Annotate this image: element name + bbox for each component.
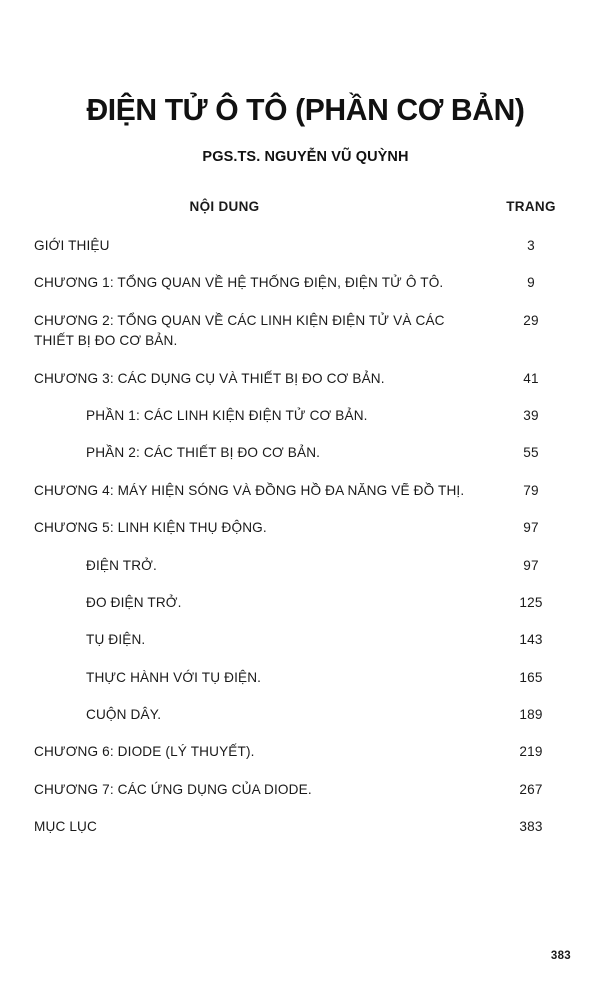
toc-entry-page: 97 xyxy=(523,557,539,573)
toc-entry-page: 3 xyxy=(527,238,535,253)
toc-entry-label: GIỚI THIỆU xyxy=(34,238,110,253)
toc-entry-label: TỤ ĐIỆN. xyxy=(86,632,146,648)
toc-entry[interactable] xyxy=(34,406,577,426)
toc-entry-label: MỤC LỤC xyxy=(34,819,97,835)
toc-entry-page: 219 xyxy=(519,744,543,760)
toc-entry-page: 143 xyxy=(519,632,543,648)
toc-entry-page: 165 xyxy=(519,669,543,685)
toc-entry-page: 39 xyxy=(523,407,539,423)
toc-entry-label: CHƯƠNG 6: DIODE (LÝ THUYẾT). xyxy=(34,744,255,760)
toc-entry-label: CHƯƠNG 5: LINH KIỆN THỤ ĐỘNG. xyxy=(34,520,267,536)
toc-entry-page: 383 xyxy=(519,819,543,835)
toc-entry-label: PHẦN 1: CÁC LINH KIỆN ĐIỆN TỬ CƠ BẢN. xyxy=(86,407,368,423)
toc-entry-label: THỰC HÀNH VỚI TỤ ĐIỆN. xyxy=(86,669,262,685)
toc-entry-label: CHƯƠNG 3: CÁC DỤNG CỤ VÀ THIẾT BỊ ĐO CƠ BẢN. xyxy=(34,370,385,386)
toc-entry[interactable] xyxy=(34,817,577,837)
toc-entry-label: ĐIỆN TRỞ. xyxy=(86,557,157,573)
toc-entry-page: 79 xyxy=(523,482,539,498)
toc-entry[interactable] xyxy=(34,780,577,800)
toc-header-page-label: TRANG xyxy=(506,199,556,214)
toc-entry[interactable] xyxy=(34,236,577,256)
toc-entry[interactable] xyxy=(34,481,577,501)
toc-entry[interactable] xyxy=(34,369,577,389)
toc-entry-page: 9 xyxy=(527,275,535,291)
page-title: ĐIỆN TỬ Ô TÔ (PHẦN CƠ BẢN) xyxy=(86,92,525,127)
author-line: PGS.TS. NGUYỄN VŨ QUỲNH xyxy=(202,149,409,165)
toc-entry[interactable] xyxy=(34,273,577,293)
toc-list xyxy=(34,236,577,838)
toc-entry-label: CHƯƠNG 7: CÁC ỨNG DỤNG CỦA DIODE. xyxy=(34,781,312,797)
toc-entry[interactable] xyxy=(34,518,577,538)
toc-entry-page: 41 xyxy=(523,370,539,386)
toc-entry-page: 97 xyxy=(523,520,539,536)
toc-entry-label: CUỘN DÂY. xyxy=(86,707,162,723)
toc-entry[interactable] xyxy=(34,593,577,613)
toc-entry-page: 125 xyxy=(519,594,543,610)
toc-entry-label: CHƯƠNG 2: TỔNG QUAN VỀ CÁC LINH KIỆN ĐIỆN TỬ VÀ CÁC THIẾT BỊ ĐO CƠ BẢN. xyxy=(34,312,445,349)
page-folio-number: 383 xyxy=(550,950,571,962)
toc-header-content-label: NỘI DUNG xyxy=(189,199,260,214)
toc-entry[interactable] xyxy=(34,556,577,576)
toc-entry-page: 55 xyxy=(523,445,539,461)
toc-entry-label: CHƯƠNG 1: TỔNG QUAN VỀ HỆ THỐNG ĐIỆN, ĐIỆN TỬ Ô TÔ. xyxy=(34,275,444,291)
toc-entry-label: CHƯƠNG 4: MÁY HIỆN SÓNG VÀ ĐỒNG HỒ ĐA NĂNG VẼ ĐỒ THỊ. xyxy=(34,482,465,498)
toc-entry-page: 267 xyxy=(519,781,543,797)
toc-entry-page: 29 xyxy=(523,312,539,328)
toc-entry[interactable] xyxy=(34,742,577,762)
toc-entry-label: PHẦN 2: CÁC THIẾT BỊ ĐO CƠ BẢN. xyxy=(86,445,321,461)
toc-header-row xyxy=(34,199,577,214)
toc-entry[interactable] xyxy=(34,668,577,688)
toc-entry[interactable] xyxy=(34,443,577,463)
toc-entry-page: 189 xyxy=(519,707,543,723)
toc-entry[interactable] xyxy=(34,630,577,650)
toc-entry[interactable] xyxy=(34,311,577,352)
toc-entry-label: ĐO ĐIỆN TRỞ. xyxy=(86,594,182,610)
toc-entry[interactable] xyxy=(34,705,577,725)
